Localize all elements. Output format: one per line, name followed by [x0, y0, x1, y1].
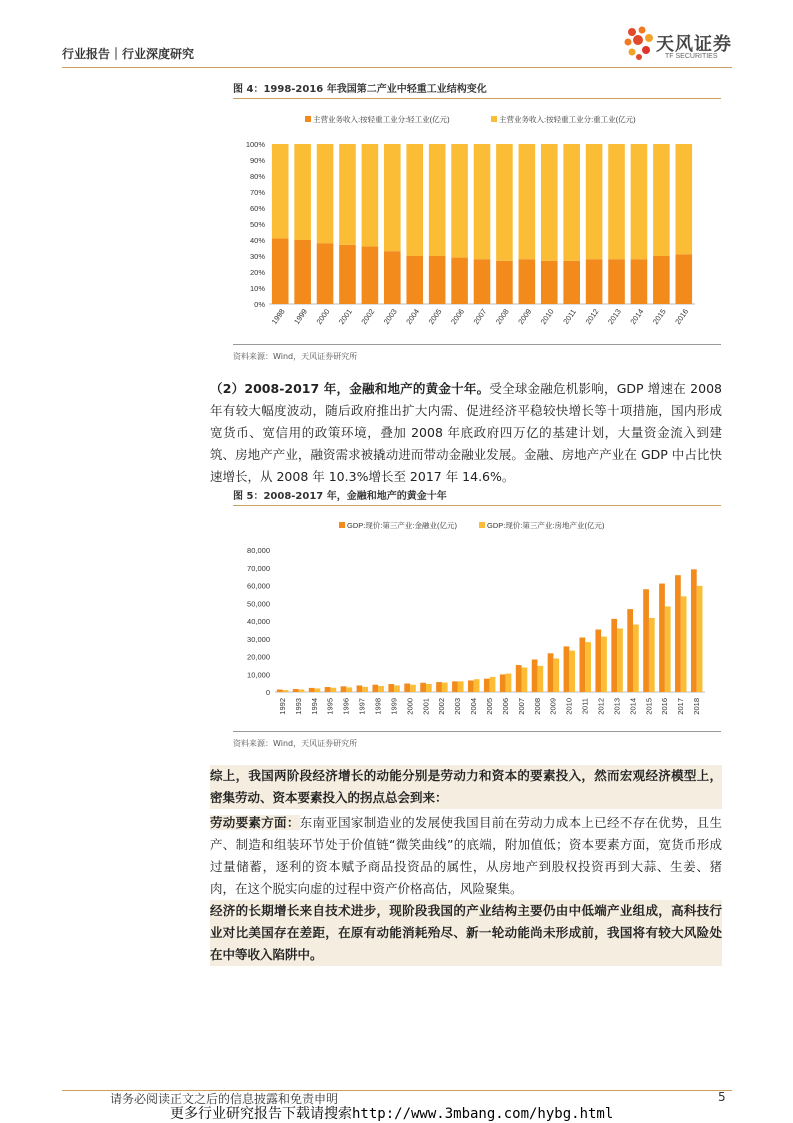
bar-realestate-2015 — [649, 618, 655, 692]
x-tick-label: 2004 — [469, 698, 479, 715]
x-tick-label: 1999 — [389, 698, 399, 715]
bar-finance-2017 — [675, 575, 681, 692]
bar-light-2007 — [474, 259, 491, 304]
bar-heavy-2005 — [429, 144, 446, 256]
x-tick-label: 2008 — [532, 698, 542, 715]
legend-swatch-1 — [479, 522, 485, 528]
bar-heavy-2008 — [496, 144, 513, 261]
bar-realestate-2008 — [537, 666, 543, 692]
bar-heavy-2000 — [317, 144, 334, 243]
legend-label-0: 主营业务收入:按轻重工业分:轻工业(亿元) — [313, 115, 450, 124]
bar-light-1999 — [294, 240, 311, 304]
bar-light-1998 — [272, 238, 289, 304]
bar-realestate-2006 — [506, 674, 512, 692]
bar-finance-2002 — [436, 682, 442, 692]
y-tick-label: 50% — [249, 220, 265, 229]
logo-flower-icon — [622, 26, 656, 62]
bar-finance-2014 — [627, 609, 633, 692]
y-tick-label: 20,000 — [247, 652, 270, 662]
y-tick-label: 0 — [265, 688, 270, 697]
x-tick-label: 2006 — [500, 698, 510, 715]
bar-heavy-2006 — [451, 144, 468, 258]
figure4-title: 图 4：1998-2016 年我国第二产业中轻重工业结构变化 — [233, 84, 487, 95]
x-tick-label: 2004 — [404, 307, 422, 326]
x-tick-label: 2012 — [596, 698, 606, 715]
y-tick-label: 50,000 — [247, 599, 270, 609]
y-tick-label: 10% — [249, 284, 265, 293]
bar-light-2008 — [496, 261, 513, 304]
paragraph-finance-decade — [210, 378, 722, 488]
x-tick-label: 2018 — [692, 698, 702, 715]
bar-heavy-2013 — [608, 144, 625, 259]
paragraph-body: 受全球金融危机影响，GDP 增速在 2008 年有较大幅度波动，随后政府推出扩大内需、促进经济平稳较快增长等十项措施，国内形成宽货币、宽信用的政策环境，叠加 2008 年底政府四万亿的基建计划，大量资金流入到建筑、房地产产业，融资需求被撬动进而带动金融业发展。金融、房地产产业在 GDP 中占比快速增长，从 2008 年 10.3%增长至 2017 年 14.6%。 — [210, 381, 722, 484]
bar-finance-1997 — [357, 685, 363, 692]
bar-finance-2006 — [500, 674, 506, 692]
y-tick-label: 40% — [249, 236, 265, 245]
bar-realestate-2016 — [665, 606, 671, 692]
x-tick-label: 2009 — [516, 307, 534, 326]
x-tick-label: 2006 — [449, 307, 467, 326]
bar-heavy-1998 — [272, 144, 289, 238]
bar-heavy-2001 — [339, 144, 356, 245]
paragraph-heading: （2）2008-2017 年，金融和地产的黄金十年。 — [210, 381, 490, 396]
bar-realestate-2001 — [426, 684, 432, 692]
legend-label-1: GDP:现价:第三产业:房地产业(亿元) — [487, 521, 605, 530]
y-tick-label: 30% — [249, 252, 265, 261]
x-tick-label: 1996 — [341, 698, 351, 715]
bar-finance-1993 — [293, 689, 299, 692]
bar-finance-2003 — [452, 681, 458, 692]
x-tick-label: 2013 — [606, 307, 623, 326]
bar-finance-1995 — [325, 687, 331, 692]
y-tick-label: 80,000 — [247, 546, 270, 555]
x-tick-label: 1994 — [309, 698, 319, 715]
paragraph-heading: 劳动要素方面： — [210, 815, 300, 830]
y-tick-label: 60% — [249, 204, 265, 213]
paragraph-labor — [210, 812, 722, 900]
bar-realestate-2005 — [490, 677, 496, 692]
header-divider — [62, 67, 732, 68]
footer-disclaimer: 请务必阅读正文之后的信息披露和免责申明 — [110, 1092, 339, 1106]
logo-subtext: TF SECURITIES — [665, 53, 718, 60]
y-tick-label: 30,000 — [247, 634, 270, 644]
footer-ad-text: 更多行业研究报告下载请搜索 — [170, 1106, 352, 1122]
bar-finance-2015 — [643, 589, 649, 692]
bar-finance-2005 — [484, 679, 490, 692]
bar-heavy-2014 — [631, 144, 648, 259]
bar-finance-2009 — [548, 653, 554, 692]
x-tick-label: 1998 — [269, 307, 287, 326]
x-tick-label: 2015 — [644, 698, 654, 715]
bar-realestate-1994 — [314, 688, 320, 692]
y-tick-label: 70,000 — [247, 563, 270, 573]
bar-realestate-1997 — [362, 687, 368, 692]
bar-finance-2000 — [404, 683, 410, 692]
figure5-chart — [233, 512, 721, 726]
figure4-top-rule — [233, 98, 721, 99]
bar-light-2006 — [451, 258, 468, 304]
x-tick-label: 2013 — [612, 698, 622, 715]
paragraph-body: 东南亚国家制造业的发展使我国目前在劳动力成本上已经不存在优势，且生产、制造和组装环节处于价值链“微笑曲线”的底端，附加值低；资本要素方面，宽货币形成过量储蓄，逐利的资本赋予商品投资品的属性，从房地产到股权投资再到大蒜、生姜、猪肉，在这个脱实向虚的过程中资产价格高估，风险聚集。 — [210, 815, 722, 896]
footer-ad-link[interactable]: http://www.3mbang.com/hybg.html — [352, 1106, 614, 1122]
x-tick-label: 1992 — [277, 698, 287, 715]
legend-label-0: GDP:现价:第三产业:金融业(亿元) — [347, 521, 457, 530]
x-tick-label: 1999 — [292, 307, 310, 326]
bar-heavy-2009 — [519, 144, 536, 259]
x-tick-label: 2010 — [564, 698, 574, 715]
bar-realestate-2012 — [601, 637, 607, 692]
bar-heavy-2003 — [384, 144, 401, 251]
bar-realestate-2002 — [442, 683, 448, 692]
bar-heavy-2012 — [586, 144, 603, 259]
x-tick-label: 2010 — [538, 307, 556, 326]
legend-label-1: 主营业务收入:按轻重工业分:重工业(亿元) — [499, 115, 636, 124]
bar-light-2013 — [608, 259, 625, 304]
bar-heavy-2010 — [541, 144, 558, 261]
bar-finance-2016 — [659, 584, 665, 692]
x-tick-label: 2012 — [583, 307, 601, 326]
bar-finance-2010 — [564, 646, 570, 692]
bar-realestate-1998 — [378, 686, 384, 692]
bar-heavy-1999 — [294, 144, 311, 240]
x-tick-label: 2003 — [453, 698, 463, 715]
x-tick-label: 1998 — [373, 698, 383, 715]
report-category: 行业报告｜行业深度研究 — [62, 47, 195, 61]
legend-swatch-0 — [339, 522, 345, 528]
figure5-top-rule — [233, 505, 721, 506]
bar-heavy-2016 — [675, 144, 692, 254]
figure5-bottom-rule — [233, 731, 721, 732]
x-tick-label: 2005 — [485, 698, 494, 715]
bar-finance-2013 — [611, 619, 617, 692]
bar-realestate-1995 — [330, 688, 336, 692]
bar-finance-2007 — [516, 665, 522, 692]
x-tick-label: 2016 — [660, 698, 670, 715]
y-tick-label: 80% — [249, 172, 265, 181]
y-tick-label: 20% — [249, 268, 265, 277]
y-tick-label: 70% — [249, 188, 265, 197]
bar-light-2012 — [586, 259, 603, 304]
x-tick-label: 2001 — [336, 307, 354, 326]
bar-realestate-1993 — [299, 690, 305, 692]
x-tick-label: 2014 — [628, 698, 638, 715]
bar-realestate-2013 — [617, 628, 623, 692]
bar-heavy-2004 — [406, 144, 423, 256]
bar-realestate-2000 — [410, 685, 416, 692]
bar-finance-2018 — [691, 569, 697, 692]
x-tick-label: 2009 — [548, 698, 558, 715]
x-tick-label: 2000 — [314, 307, 332, 326]
footer-ad — [170, 1103, 613, 1123]
x-tick-label: 2001 — [421, 698, 431, 715]
bar-light-2002 — [362, 246, 379, 304]
x-tick-label: 2000 — [405, 698, 415, 715]
bar-light-2003 — [384, 251, 401, 304]
bar-finance-2001 — [420, 683, 426, 692]
bar-realestate-2014 — [633, 625, 639, 692]
bar-realestate-1999 — [394, 685, 400, 692]
bar-finance-2004 — [468, 680, 474, 692]
bar-light-2014 — [631, 259, 648, 304]
bar-finance-1996 — [341, 686, 347, 692]
bar-light-2009 — [519, 259, 536, 304]
x-tick-label: 2002 — [359, 307, 377, 326]
bar-realestate-2017 — [681, 596, 687, 692]
figure4-source: 资料来源：Wind，天风证券研究所 — [233, 352, 358, 361]
bar-heavy-2007 — [474, 144, 491, 259]
bar-finance-2012 — [595, 630, 601, 692]
legend-swatch-0 — [305, 116, 311, 122]
bar-light-2011 — [563, 261, 580, 304]
x-tick-label: 2016 — [673, 307, 691, 326]
bar-finance-2008 — [532, 660, 538, 692]
x-tick-label: 2002 — [437, 698, 447, 715]
figure4-chart — [233, 104, 721, 340]
bar-light-2000 — [317, 243, 334, 304]
bar-finance-1992 — [277, 690, 283, 692]
legend-swatch-1 — [491, 116, 497, 122]
y-tick-label: 100% — [245, 140, 265, 149]
bar-heavy-2015 — [653, 144, 670, 256]
logo-text: 天风证券 — [656, 34, 732, 55]
x-tick-label: 2007 — [516, 698, 526, 715]
bar-realestate-2010 — [569, 651, 575, 692]
x-tick-label: 2014 — [628, 307, 646, 326]
y-tick-label: 90% — [249, 156, 265, 165]
paragraph-tech-progress: 经济的长期增长来自技术进步，现阶段我国的产业结构主要仍由中低端产业组成，高科技行业对比美国存在差距，在原有动能消耗殆尽、新一轮动能尚未形成前，我国将有较大风险处在中等收入陷阱中。 — [210, 900, 722, 966]
x-tick-label: 2008 — [493, 307, 511, 326]
x-tick-label: 2005 — [426, 307, 444, 326]
y-tick-label: 40,000 — [247, 617, 270, 626]
x-tick-label: 2011 — [580, 698, 590, 715]
y-tick-label: 10,000 — [247, 670, 270, 680]
x-tick-label: 1997 — [357, 698, 367, 715]
bar-realestate-1992 — [283, 690, 289, 692]
bar-realestate-2003 — [458, 681, 464, 692]
y-tick-label: 0% — [254, 300, 265, 309]
bar-finance-2011 — [580, 638, 586, 692]
x-tick-label: 1995 — [325, 698, 335, 715]
bar-light-2001 — [339, 245, 356, 304]
bar-light-2005 — [429, 256, 446, 304]
figure5-source: 资料来源：Wind，天风证券研究所 — [233, 739, 358, 748]
bar-heavy-2011 — [563, 144, 580, 261]
figure5-title: 图 5：2008-2017 年，金融和地产的黄金十年 — [233, 491, 447, 502]
bar-realestate-2018 — [697, 586, 703, 692]
figure4-bottom-rule — [233, 344, 721, 345]
x-tick-label: 2015 — [650, 307, 668, 326]
bar-finance-1994 — [309, 688, 315, 692]
bar-realestate-2009 — [553, 658, 559, 692]
bar-finance-1998 — [372, 685, 378, 692]
x-tick-label: 2017 — [676, 698, 686, 715]
x-tick-label: 2007 — [471, 307, 489, 326]
bar-light-2015 — [653, 256, 670, 304]
x-tick-label: 1993 — [293, 698, 303, 715]
x-tick-label: 2003 — [381, 307, 399, 326]
page-number: 5 — [718, 1090, 726, 1104]
paragraph-summary: 综上，我国两阶段经济增长的动能分别是劳动力和资本的要素投入，然而宏观经济模型上，密集劳动、资本要素投入的拐点总会到来： — [210, 765, 722, 809]
y-tick-label: 60,000 — [247, 581, 270, 591]
bar-light-2010 — [541, 261, 558, 304]
bar-light-2016 — [675, 254, 692, 304]
x-tick-label: 2011 — [561, 307, 578, 326]
bar-realestate-2011 — [585, 642, 591, 692]
bar-realestate-1996 — [346, 687, 352, 692]
bar-finance-1999 — [388, 684, 394, 692]
bar-light-2004 — [406, 256, 423, 304]
bar-heavy-2002 — [362, 144, 379, 246]
bar-realestate-2004 — [474, 679, 480, 692]
bar-realestate-2007 — [522, 668, 528, 692]
